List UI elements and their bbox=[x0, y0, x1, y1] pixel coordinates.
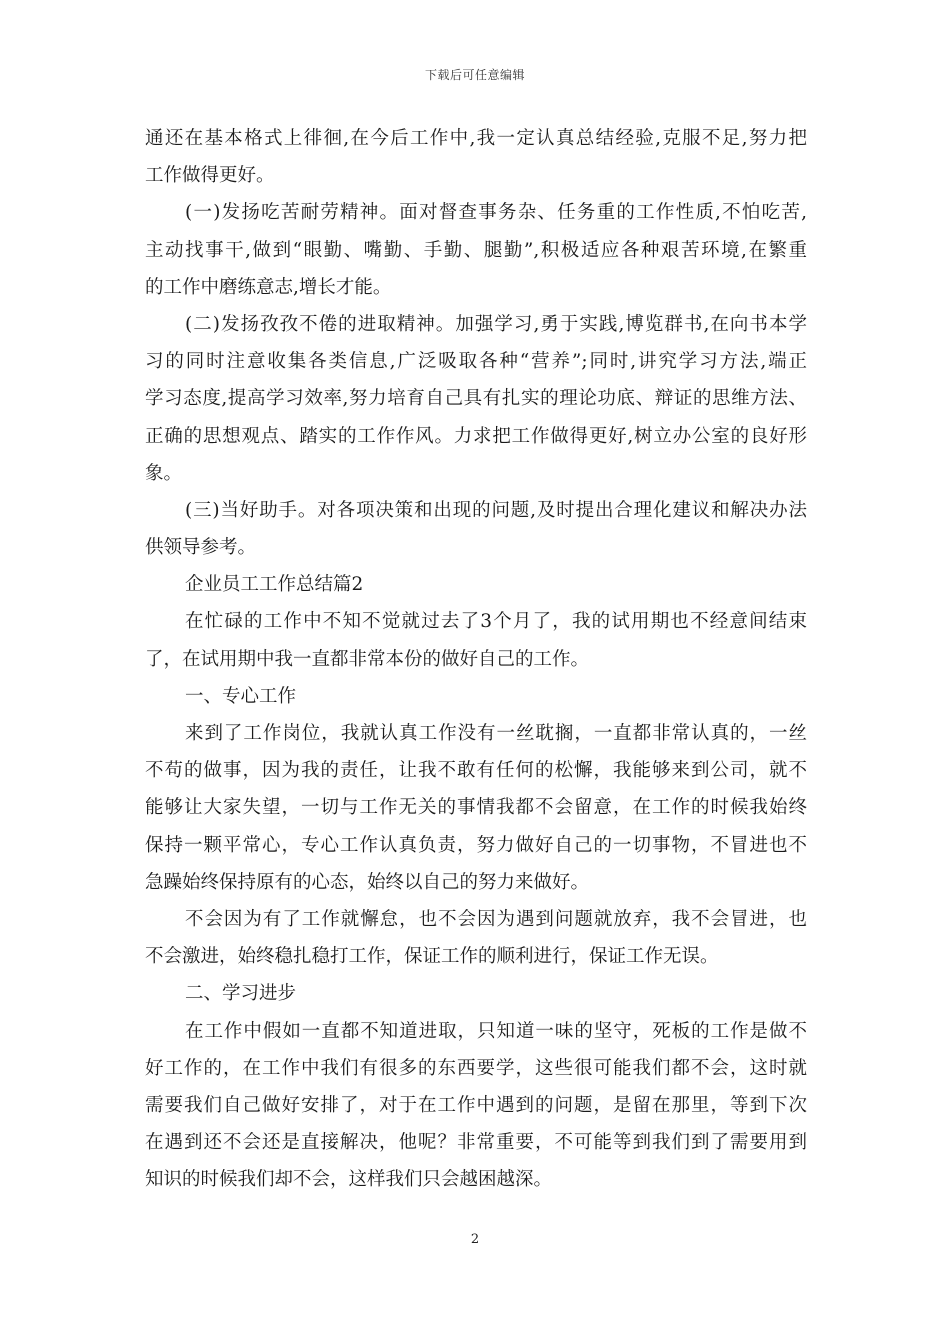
text-line: 象。 bbox=[145, 462, 183, 484]
text-line: 的工作中磨练意志,增长才能。 bbox=[145, 276, 392, 298]
text-line: (一)发扬吃苦耐劳精神。面对督查事务杂、任务重的工作性质,不怕吃苦, bbox=[185, 202, 807, 224]
text-line: 不苟的做事，因为我的责任，让我不敢有任何的松懈，我能够来到公司，就不 bbox=[145, 760, 807, 782]
text-line: (二)发扬孜孜不倦的进取精神。加强学习,勇于实践,博览群书,在向书本学 bbox=[185, 313, 807, 335]
text-line: 不会因为有了工作就懈怠，也不会因为遇到问题就放弃，我不会冒进，也 bbox=[185, 908, 807, 930]
text-line: 学习态度,提高学习效率,努力培育自己具有扎实的理论功底、辩证的思维方法、 bbox=[145, 388, 807, 410]
text-line: 好工作的，在工作中我们有很多的东西要学，这些很可能我们都不会，这时就 bbox=[145, 1057, 807, 1079]
text-line: 企业员工工作总结篇2 bbox=[185, 574, 364, 596]
text-line: 主动找事干,做到“眼勤、嘴勤、手勤、腿勤”,积极适应各种艰苦环境,在繁重 bbox=[145, 239, 807, 261]
text-line: 能够让大家失望，一切与工作无关的事情我都不会留意，在工作的时候我始终 bbox=[145, 797, 807, 819]
text-line: 不会激进，始终稳扎稳打工作，保证工作的顺利进行，保证工作无误。 bbox=[145, 946, 719, 968]
text-line: 工作做得更好。 bbox=[145, 165, 275, 187]
text-line: 通还在基本格式上徘徊,在今后工作中,我一定认真总结经验,克服不足,努力把 bbox=[145, 128, 807, 149]
text-line: 在忙碌的工作中不知不觉就过去了3个月了，我的试用期也不经意间结束 bbox=[185, 611, 807, 633]
text-line: 来到了工作岗位，我就认真工作没有一丝耽搁，一直都非常认真的，一丝 bbox=[185, 723, 807, 744]
text-line: 二、学习进步 bbox=[185, 983, 297, 1005]
text-line: 习的同时注意收集各类信息,广泛吸取各种“营养”;同时,讲究学习方法,端正 bbox=[145, 351, 807, 373]
text-line: 了，在试用期中我一直都非常本份的做好自己的工作。 bbox=[145, 648, 590, 670]
text-line: 一、专心工作 bbox=[185, 685, 297, 707]
text-line: 急躁始终保持原有的心态，始终以自己的努力来做好。 bbox=[145, 871, 590, 893]
text-line: 需要我们自己做好安排了，对于在工作中遇到的问题，是留在那里，等到下次 bbox=[145, 1094, 807, 1116]
document-body bbox=[145, 120, 807, 1198]
page-header: 下载后可任意编辑 bbox=[424, 68, 525, 82]
text-line: 保持一颗平常心，专心工作认真负责，努力做好自己的一切事物，不冒进也不 bbox=[145, 834, 807, 856]
page-number: 2 bbox=[470, 1232, 480, 1247]
text-line: 在工作中假如一直都不知道进取，只知道一味的坚守，死板的工作是做不 bbox=[185, 1020, 807, 1042]
text-line: 知识的时候我们却不会，这样我们只会越困越深。 bbox=[145, 1169, 553, 1191]
text-line: 在遇到还不会还是直接解决，他呢？非常重要，不可能等到我们到了需要用到 bbox=[145, 1132, 807, 1154]
text-line: 正确的思想观点、踏实的工作作风。力求把工作做得更好,树立办公室的良好形 bbox=[145, 425, 807, 447]
text-line: (三)当好助手。对各项决策和出现的问题,及时提出合理化建议和解决办法 bbox=[185, 499, 807, 521]
text-line: 供领导参考。 bbox=[145, 537, 257, 559]
